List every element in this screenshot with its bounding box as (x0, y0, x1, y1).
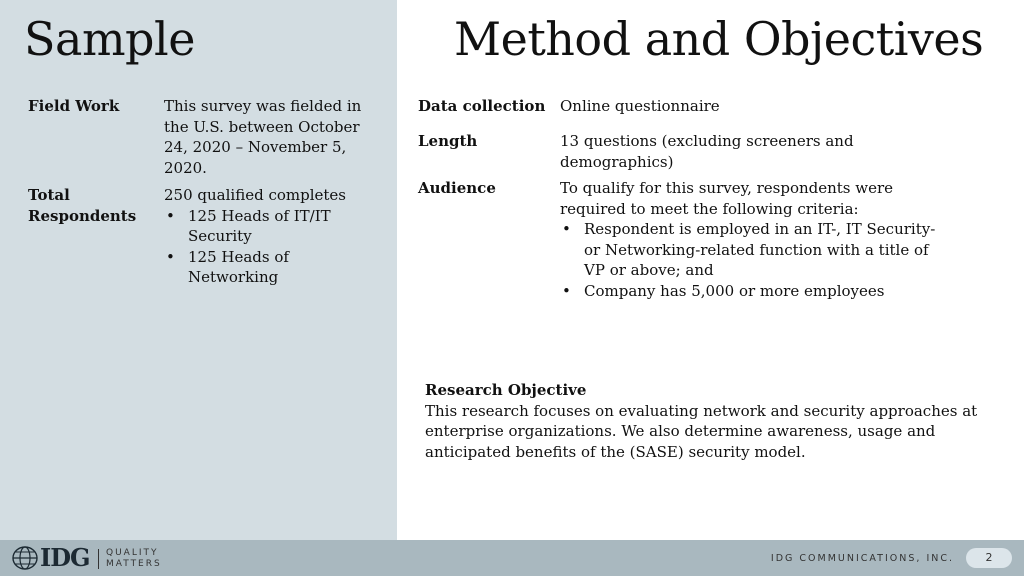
tagline-line-2: MATTERS (106, 559, 162, 569)
audience-bullets (560, 219, 945, 301)
field-work-value: This survey was fielded in the U.S. between October 24, 2020 – November 5, 2020. (164, 97, 362, 177)
respondent-bullets (164, 206, 369, 288)
total-respondents-value-block (164, 185, 369, 288)
audience-label: Audience (418, 179, 496, 197)
company-name: IDG COMMUNICATIONS, INC. (770, 553, 954, 564)
list-item: • Respondent is employed in an IT-, IT Security- or Networking-related function with a title of VP or above; and (560, 219, 945, 281)
footer-divider (98, 549, 99, 569)
research-objective-heading: Research Objective (425, 381, 587, 399)
audience-value: To qualify for this survey, respondents were required to meet the following criteria: (560, 179, 894, 218)
total-respondents-value: 250 qualified completes (164, 186, 346, 204)
list-item: • 125 Heads of Networking (164, 247, 369, 288)
research-objective-text: This research focuses on evaluating network and security approaches at enterprise organizations. We also determine awareness, usage and anticipated benefits of the (SASE) security model. (425, 401, 978, 461)
total-respondents-label: Total Respondents (28, 186, 137, 225)
tagline-line-1: QUALITY (106, 548, 159, 558)
sample-title: Sample (24, 12, 195, 66)
audience-value-block (560, 178, 945, 301)
data-collection-label: Data collection (418, 97, 546, 115)
idg-logo-text: IDG (40, 543, 90, 572)
method-title: Method and Objectives (454, 12, 984, 66)
length-value: 13 questions (excluding screeners and demographics) (560, 132, 854, 171)
idg-logo (12, 545, 90, 571)
data-collection-value: Online questionnaire (560, 97, 720, 115)
list-item: • 125 Heads of IT/IT Security (164, 206, 369, 247)
list-item: • Company has 5,000 or more employees (560, 281, 945, 302)
research-objective (425, 380, 985, 462)
length-label: Length (418, 132, 478, 150)
field-work-label: Field Work (28, 97, 120, 115)
page-number-badge: 2 (966, 548, 1012, 568)
globe-icon (12, 546, 38, 570)
quality-matters-tagline (106, 548, 162, 570)
